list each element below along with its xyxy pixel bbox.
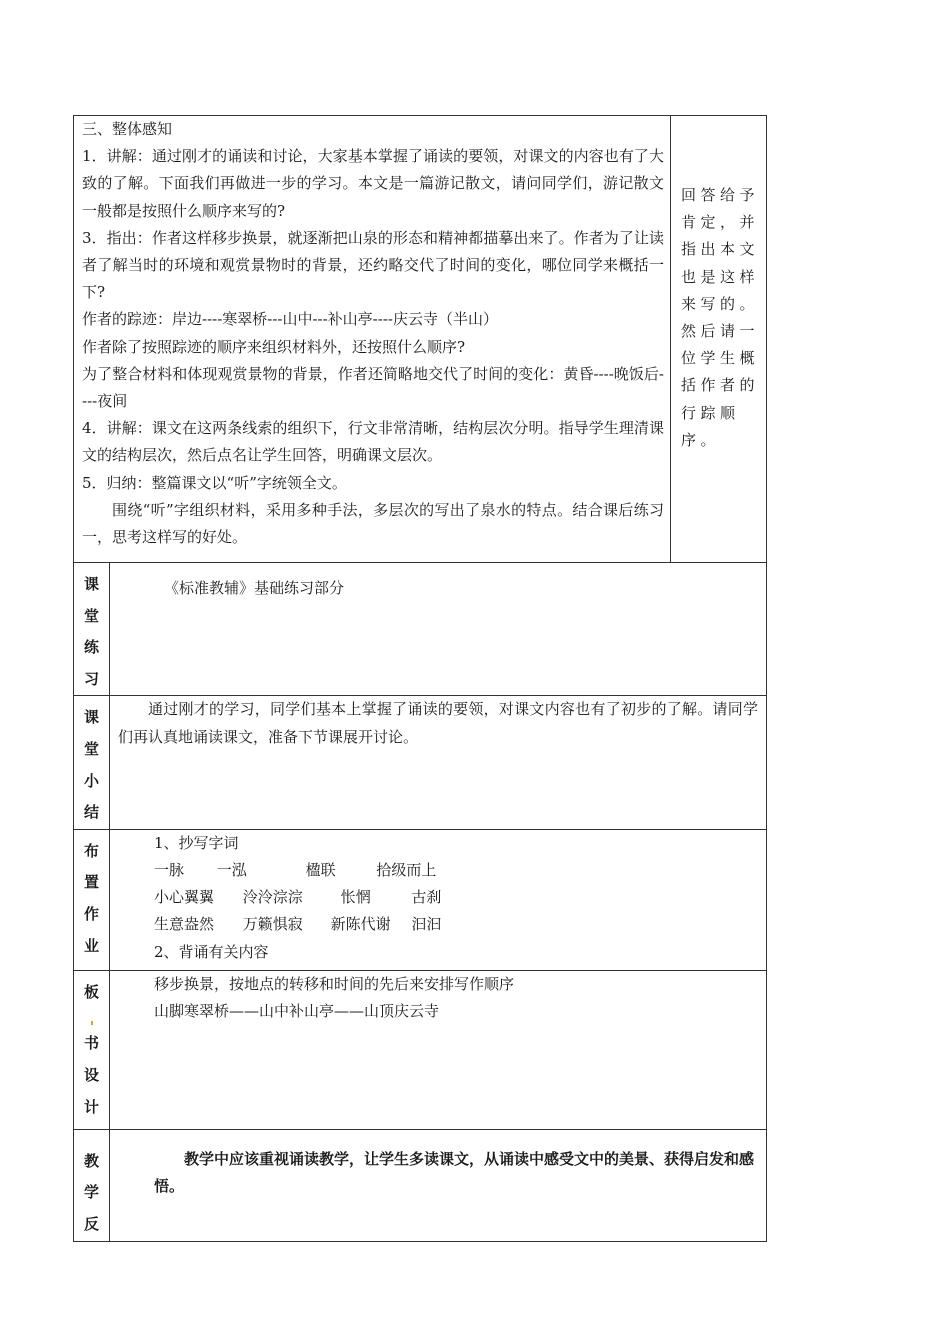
board-content <box>110 970 767 1129</box>
homework-words-row3 <box>154 911 758 938</box>
word: 楹联 <box>305 860 336 879</box>
practice-text: 《标准教辅》基础练习部分 <box>164 579 345 597</box>
board-row <box>74 970 767 1129</box>
summary-text: 通过刚才的学习，同学们基本上掌握了诵读的要领，对课文内容也有了初步的了解。请同学们再认真地诵读课文，准备下节课展开讨论。 <box>118 700 759 746</box>
section3-question: 作者除了按照踪迹的顺序来组织材料外，还按照什么顺序? <box>82 337 466 356</box>
homework-content <box>110 829 767 970</box>
section3-line-4: 4．讲解：课文在这两条线索的组织下，行文非常清晰，结构层次分明。指导学生理清课文的结构层次，然后点名让学生回答，明确课文层次。 <box>82 419 665 465</box>
homework-item2: 2、背诵有关内容 <box>154 942 269 961</box>
homework-row <box>74 829 767 970</box>
summary-label: 课 堂 小 结 <box>74 696 110 829</box>
dot-mark <box>91 1021 93 1025</box>
section3-time: 为了整合材料和体现观赏景物的背景，作者还简略地交代了时间的变化：黄昏----晚饭后----夜间 <box>82 364 665 411</box>
section3-conclusion: 围绕“听”字组织材料，采用多种手法，多层次的写出了泉水的特点。结合课后练习一，思考这样写的好处。 <box>82 500 665 547</box>
word: 万籁惧寂 <box>242 915 303 934</box>
board-line1: 移步换景，按地点的转移和时间的先后来安排写作顺序 <box>154 974 515 993</box>
section3-line-3: 3．指出：作者这样移步换景，就逐渐把山泉的形态和精神都描摹出来了。作者为了让读者了解当时的环境和观赏景物时的背景，还约略交代了时间的变化，哪位同学来概括一下? <box>82 228 665 302</box>
reflection-text: 教学中应该重视诵读教学，让学生多读课文，从诵读中感受文中的美景、获得启发和感悟。 <box>154 1149 755 1196</box>
section3-content <box>74 116 671 563</box>
homework-label: 布 置 作 业 <box>74 829 110 970</box>
homework-words-row2 <box>154 884 758 911</box>
board-label: 板 书 设 计 <box>74 970 110 1129</box>
section3-line-1: 1．讲解：通过刚才的诵读和讨论，大家基本掌握了诵读的要领，对课文的内容也有了大致的了解。下面我们再做进一步的学习。本文是一篇游记散文，请问同学们，游记散文一般都是按照什么顺序来写的? <box>82 147 665 220</box>
word: 拾级而上 <box>376 860 437 879</box>
lesson-plan-table <box>73 115 767 1242</box>
word: 生意盎然 <box>154 915 215 934</box>
homework-words-row1 <box>154 857 758 884</box>
section3-row <box>74 116 767 563</box>
practice-label: 课 堂 练 习 <box>74 563 110 696</box>
summary-content <box>110 696 767 829</box>
board-line2: 山脚寒翠桥——山中补山亭——山顶庆云寺 <box>154 1001 440 1020</box>
word: 怅惘 <box>340 888 371 907</box>
practice-row <box>74 563 767 696</box>
practice-content <box>110 563 767 696</box>
reflection-label: 教 学 反 <box>74 1129 110 1241</box>
summary-row <box>74 696 767 829</box>
section3-side-note-cell <box>671 116 767 563</box>
word: 新陈代谢 <box>330 915 391 934</box>
word: 汩汩 <box>411 915 442 934</box>
section3-line-5: 5．归纳：整篇课文以“听”字统领全文。 <box>82 473 347 492</box>
section3-heading: 三、整体感知 <box>82 120 173 138</box>
word: 泠泠淙淙 <box>242 888 303 907</box>
section3-side-note: 回答给予肯定，并指出本文也是这样来写的。然后请一位学生概括作者的行踪顺序。 <box>681 186 760 449</box>
reflection-row <box>74 1129 767 1241</box>
word: 一脉 <box>154 860 185 879</box>
reflection-content <box>110 1129 767 1241</box>
section3-track: 作者的踪迹：岸边----寒翠桥---山中---补山亭----庆云寺（半山） <box>82 310 498 329</box>
word: 小心翼翼 <box>154 888 215 907</box>
word: 古刹 <box>411 888 442 907</box>
word: 一泓 <box>216 860 247 879</box>
homework-item1: 1、抄写字词 <box>154 833 239 852</box>
